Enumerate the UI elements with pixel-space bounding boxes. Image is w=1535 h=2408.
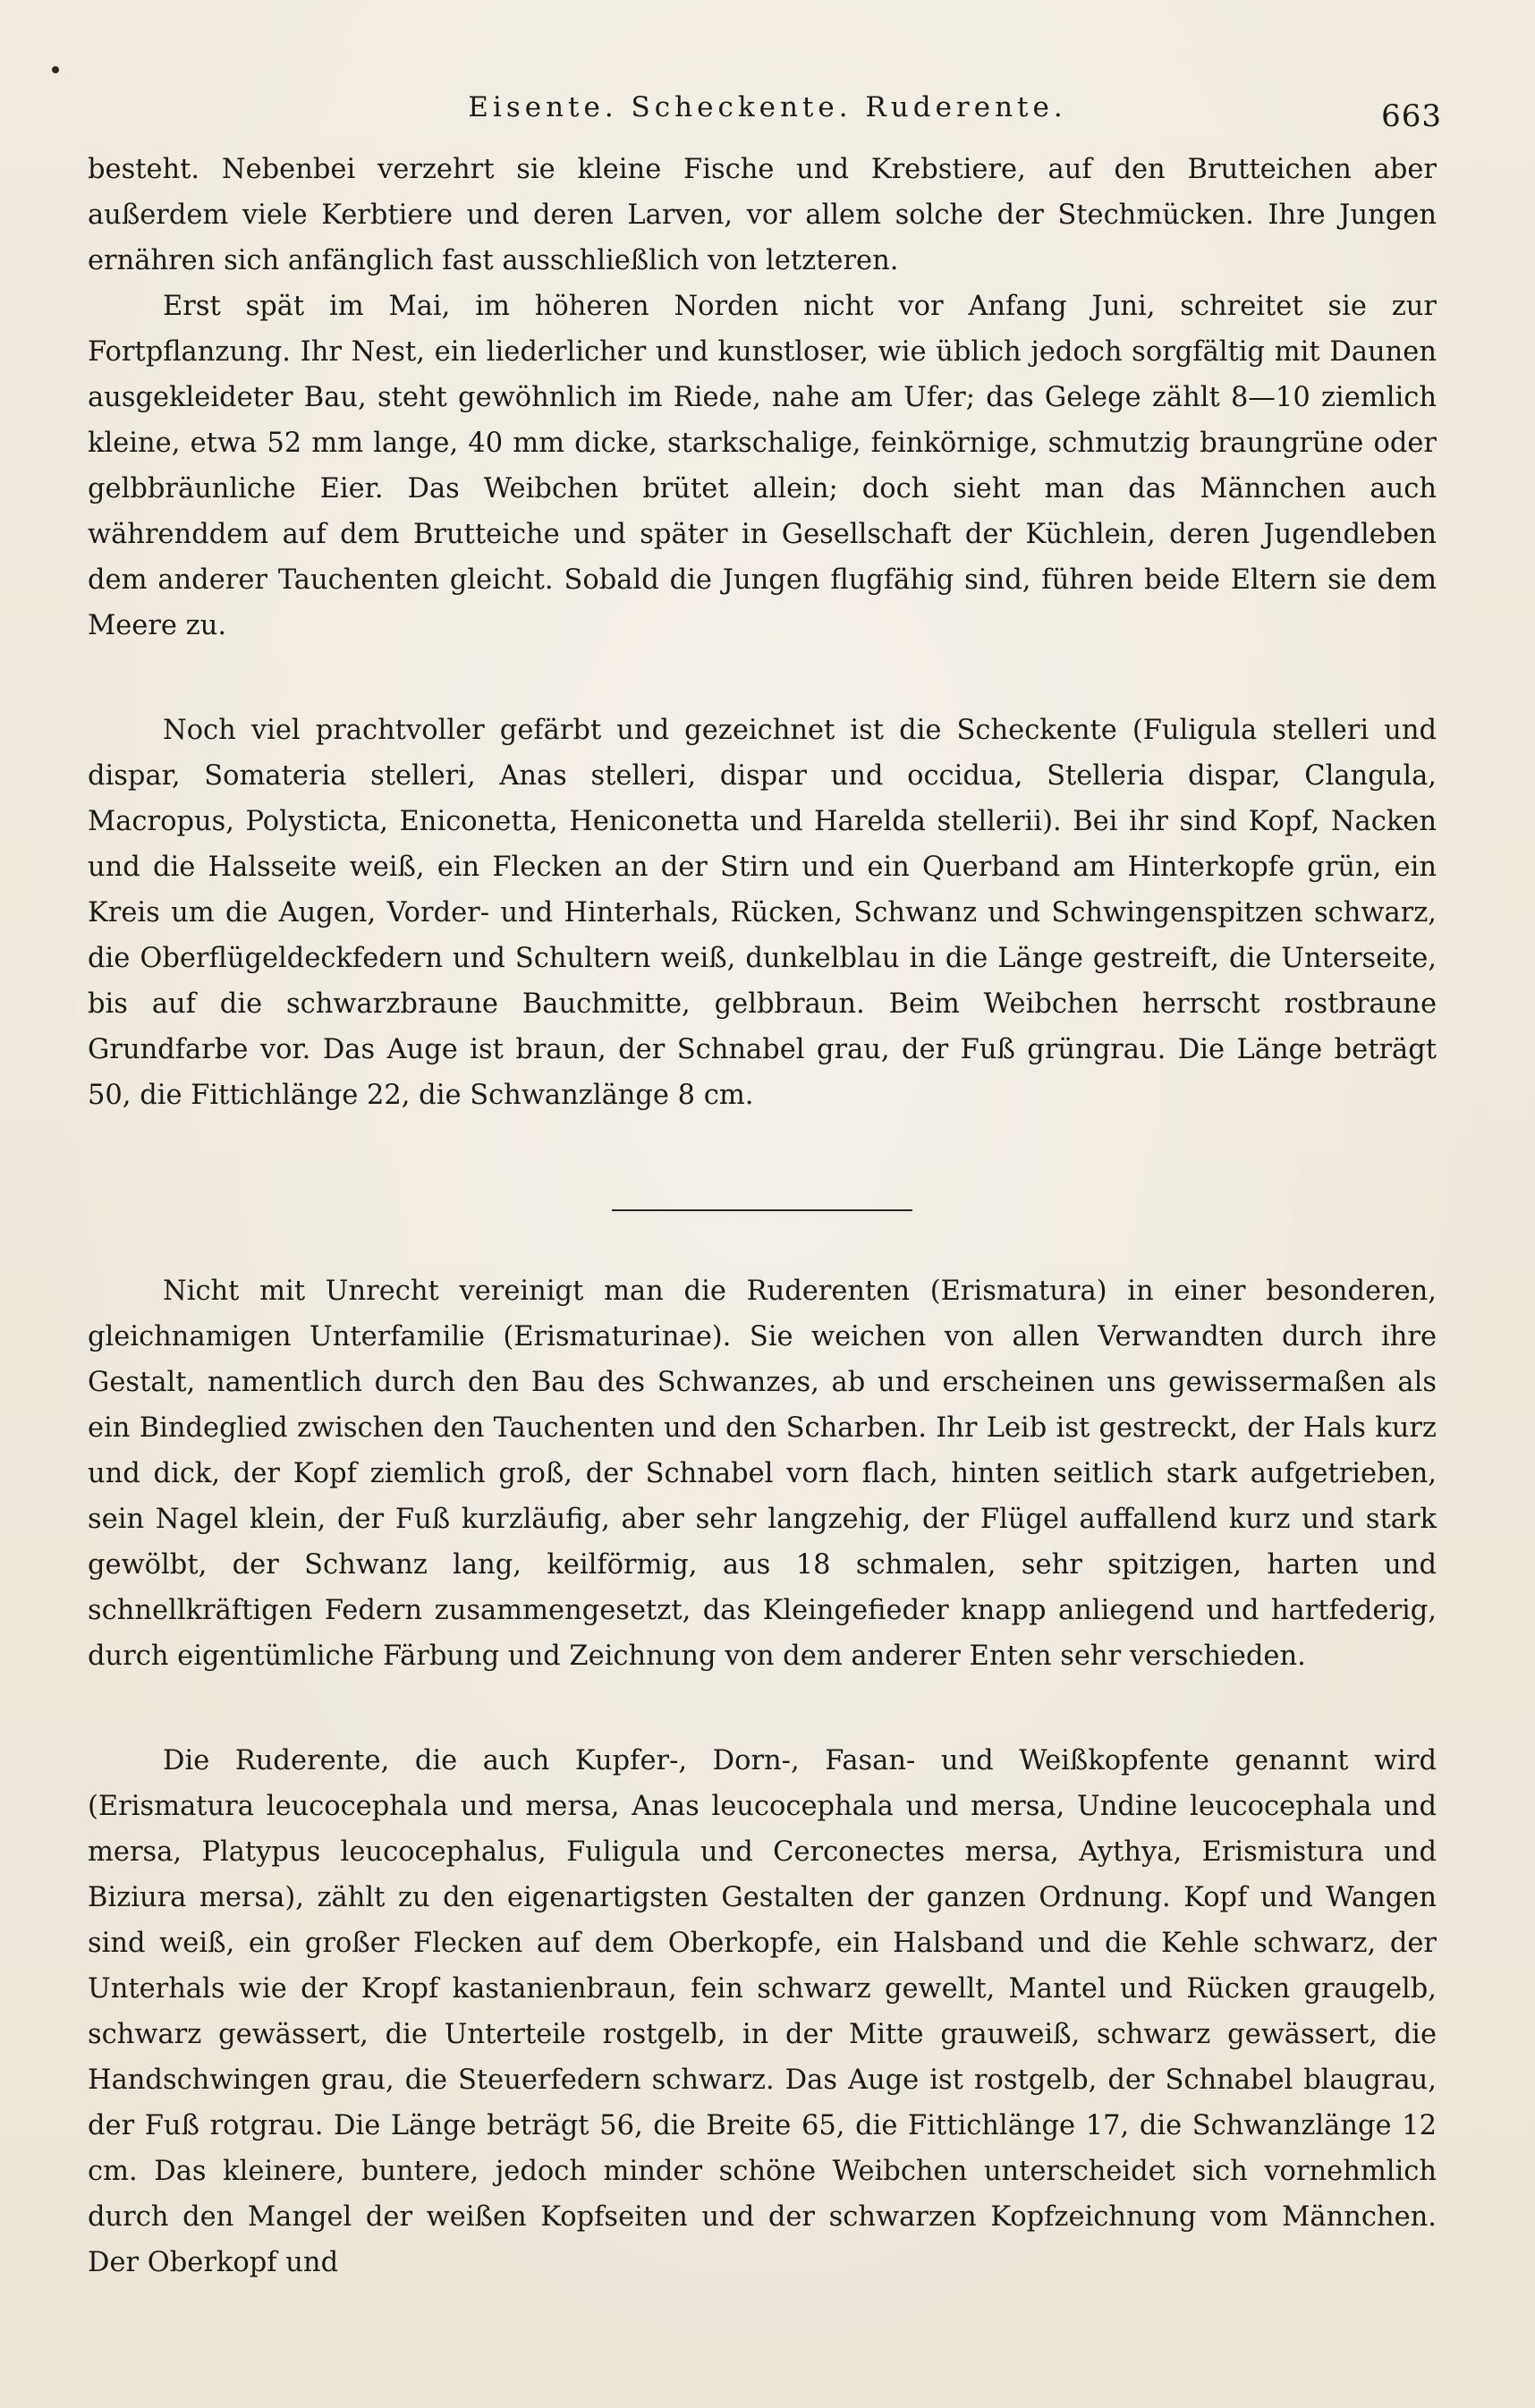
body-text <box>88 147 1437 2285</box>
page-header <box>0 86 1535 140</box>
paragraph-ruderenten: Nicht mit Unrecht vereinigt man die Ruderenten (Erismatura) in einer besonderen, gleichnamigen Unterfamilie (Erismaturinae). Sie weichen von allen Verwandten durch ihre Gestalt, namentlich durch den Bau des Schwanzes, ab und erscheinen uns gewissermaßen als ein Bindeglied zwischen den Tauchenten und den Scharben. Ihr Leib ist gestreckt, der Hals kurz und dick, der Kopf ziemlich groß, der Schnabel vorn flach, hinten seitlich stark aufgetrieben, sein Nagel klein, der Fuß kurzläufig, aber sehr langzehig, der Flügel auffallend kurz und stark gewölbt, der Schwanz lang, keilförmig, aus 18 schmalen, sehr spitzigen, harten und schnellkräftigen Federn zusammengesetzt, das Kleingefieder knapp anliegend und hartfederig, durch eigentümliche Färbung und Zeichnung von dem anderer Enten sehr verschieden. <box>88 1276 1437 1672</box>
section-divider-rule <box>612 1209 912 1211</box>
page-number: 663 <box>1381 98 1442 134</box>
paragraph-ruderente: Die Ruderente, die auch Kupfer-, Dorn-, Fasan- und Weißkopfente genannt wird (Erismatura leucocephala und mersa, Anas leucocephala und mersa, Undine leucocephala und mersa, Platypus leucocephalus, Fuligula und Cerconectes mersa, Aythya, Erismistura und Biziura mersa), zählt zu den eigenartigsten Gestalten der ganzen Ordnung. Kopf und Wangen sind weiß, ein großer Flecken auf dem Oberkopfe, ein Halsband und die Kehle schwarz, der Unterhals wie der Kropf kastanienbraun, fein schwarz gewellt, Mantel und Rücken graugelb, schwarz gewässert, die Unterteile rostgelb, in der Mitte grauweiß, schwarz gewässert, die Handschwingen grau, die Steuerfedern schwarz. Das Auge ist rostgelb, der Schnabel blaugrau, der Fuß rotgrau. Die Länge beträgt 56, die Breite 65, die Fittichlänge 17, die Schwanzlänge 12 cm. Das kleinere, buntere, jedoch minder schöne Weibchen unterscheidet sich vornehmlich durch den Mangel der weißen Kopfseiten und der schwarzen Kopfzeichnung vom Männchen. Der Oberkopf und <box>88 1745 1437 2278</box>
paragraph-breeding: Erst spät im Mai, im höheren Norden nicht vor Anfang Juni, schreitet sie zur Fortpflanzung. Ihr Nest, ein liederlicher und kunstloser, wie üblich jedoch sorgfältig mit Daunen ausgekleideter Bau, steht gewöhnlich im Riede, nahe am Ufer; das Gelege zählt 8—10 ziemlich kleine, etwa 52 mm lange, 40 mm dicke, starkschalige, feinkörnige, schmutzig braungrüne oder gelbbräunliche Eier. Das Weibchen brütet allein; doch sieht man das Männchen auch währenddem auf dem Brutteiche und später in Gesellschaft der Küchlein, deren Jugendleben dem anderer Tauchenten gleicht. Sobald die Jungen flugfähig sind, führen beide Eltern sie dem Meere zu. <box>88 291 1437 641</box>
paragraph-gap <box>88 1679 1437 1738</box>
paragraph-scheckente: Noch viel prachtvoller gefärbt und gezeichnet ist die Scheckente (Fuligula stelleri und dispar, Somateria stelleri, Anas stelleri, dispar und occidua, Stelleria dispar, Clangula, Macropus, Polysticta, Eniconetta, Heniconetta und Harelda stellerii). Bei ihr sind Kopf, Nacken und die Halsseite weiß, ein Flecken an der Stirn und ein Querband am Hinterkopfe grün, ein Kreis um die Augen, Vorder- und Hinterhals, Rücken, Schwanz und Schwingenspitzen schwarz, die Oberflügeldeckfedern und Schultern weiß, dunkelblau in die Länge gestreift, die Unterseite, bis auf die schwarzbraune Bauchmitte, gelbbraun. Beim Weibchen herrscht rostbraune Grundfarbe vor. Das Auge ist braun, der Schnabel grau, der Fuß grüngrau. Die Länge beträgt 50, die Fittichlänge 22, die Schwanzlänge 8 cm. <box>88 715 1437 1111</box>
running-head: Eisente. Scheckente. Ruderente. <box>468 91 1067 123</box>
section-separator <box>88 1118 1437 1268</box>
paragraph-gap <box>88 649 1437 708</box>
paragraph-brood-feeding: besteht. Nebenbei verzehrt sie kleine Fische und Krebstiere, auf den Brutteichen aber außerdem viele Kerbtiere und deren Larven, vor allem solche der Stechmücken. Ihre Jungen ernähren sich anfänglich fast ausschließlich von letzteren. <box>88 154 1437 276</box>
margin-dot-mark <box>52 66 59 73</box>
